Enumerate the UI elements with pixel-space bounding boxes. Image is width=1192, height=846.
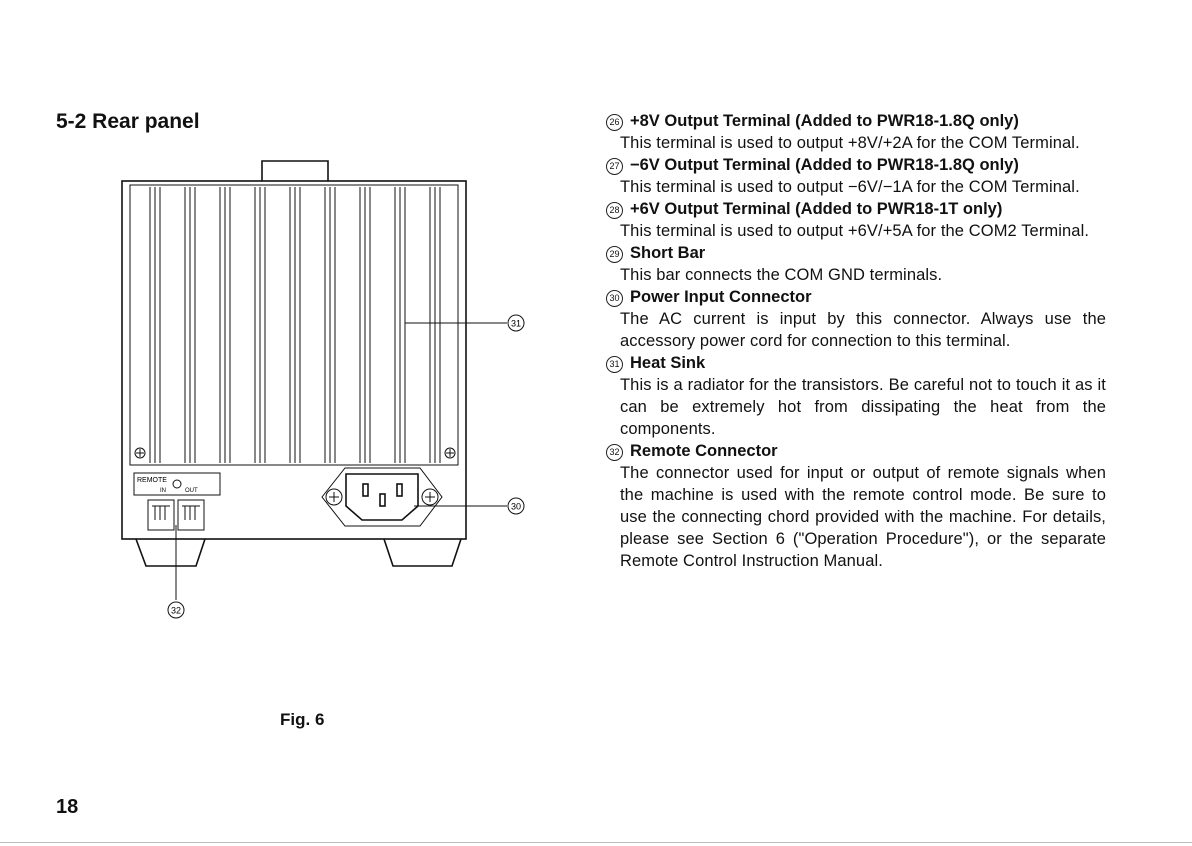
callout-31: 31 [510, 318, 522, 329]
item-heading: Power Input Connector [630, 288, 812, 306]
item-description: This terminal is used to output +8V/+2A for the COM Terminal. [620, 134, 1080, 152]
heat-sink-frame [130, 185, 458, 465]
right-foot [384, 539, 461, 566]
list-item [606, 110, 1106, 154]
list-item [606, 242, 1106, 286]
page-number: 18 [56, 796, 79, 818]
power-inlet [322, 468, 442, 526]
item-heading: Short Bar [630, 244, 706, 262]
list-item [606, 154, 1106, 198]
page-bottom-rule [0, 842, 1192, 843]
item-number: 32 [606, 444, 623, 461]
list-item [606, 352, 1106, 440]
list-item [606, 440, 1106, 572]
heat-sink-fins [150, 187, 440, 463]
in-label: IN [160, 488, 166, 494]
item-heading: Heat Sink [630, 354, 706, 372]
item-heading: Remote Connector [630, 442, 778, 460]
item-description: The AC current is input by this connector. Always use the accessory power cord for connection to this terminal. [620, 310, 1106, 350]
item-description: This bar connects the COM GND terminals. [620, 266, 943, 284]
item-description: This is a radiator for the transistors. Be careful not to touch it as it can be extremely hot from dissipating the heat from the components. [620, 376, 1106, 438]
item-number: 26 [606, 114, 623, 131]
item-number: 28 [606, 202, 623, 219]
item-description: This terminal is used to output −6V/−1A for the COM Terminal. [620, 178, 1080, 196]
list-item [606, 286, 1106, 352]
remote-label: REMOTE [137, 477, 167, 484]
section-title: 5-2 Rear panel [56, 110, 200, 133]
rear-panel-figure [0, 0, 600, 760]
list-item [606, 198, 1106, 242]
item-number: 30 [606, 290, 623, 307]
item-number: 27 [606, 158, 623, 175]
top-handle [262, 161, 328, 181]
item-description: This terminal is used to output +6V/+5A for the COM2 Terminal. [620, 222, 1090, 240]
item-list [606, 110, 1106, 572]
out-label: OUT [185, 488, 198, 494]
item-number: 29 [606, 246, 623, 263]
callout-30: 30 [510, 501, 522, 512]
figure-caption: Fig. 6 [280, 710, 325, 729]
callout-32: 32 [170, 605, 182, 616]
left-foot [136, 539, 205, 566]
item-heading: +8V Output Terminal (Added to PWR18-1.8Q only) [630, 112, 1019, 130]
item-description: The connector used for input or output of remote signals when the machine is used with the remote control mode. Be sure to use the connecting chord provided with the machine. For details, please see Section 6 ("Operation Procedure"), or the separate Remote Control Instruction Manual. [620, 464, 1106, 570]
item-number: 31 [606, 356, 623, 373]
item-heading: +6V Output Terminal (Added to PWR18-1T only) [630, 200, 1003, 218]
item-heading: −6V Output Terminal (Added to PWR18-1.8Q only) [630, 156, 1019, 174]
